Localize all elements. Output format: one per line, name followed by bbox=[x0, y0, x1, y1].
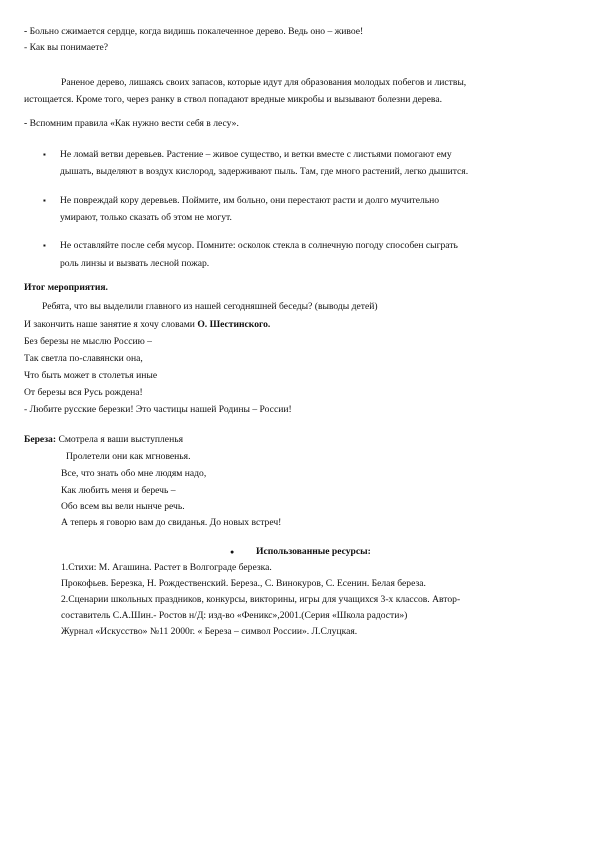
resources-line: 1.Стихи: М. Агашина. Растет в Волгограде березка. bbox=[61, 562, 272, 573]
resources-line: составитель С.А.Шин.- Ростов н/Д: изд-во «Феникс»,2001.(Серия «Школа радости») bbox=[61, 610, 408, 621]
rule-1-line-1: Не ломай ветви деревьев. Растение – живое существо, и ветки вместе с листьями помогают ему bbox=[60, 149, 452, 160]
list-bullet: ▪ bbox=[43, 150, 46, 159]
resources-line: 2.Сценарии школьных праздников, конкурсы, викторины, игры для учащихся 3-х классов. Автор- bbox=[61, 594, 461, 605]
poem-line: Так светла по-славянски она, bbox=[24, 353, 143, 364]
poem-line: От березы вся Русь рождена! bbox=[24, 387, 143, 398]
poem-line: Без березы не мыслю Россию – bbox=[24, 336, 152, 347]
rule-2-line-2: умирают, только сказать об этом не могут. bbox=[60, 212, 232, 223]
rule-3-line-2: роль линзы и вызвать лесной пожар. bbox=[60, 258, 210, 269]
birch-speaker: Береза: bbox=[24, 434, 57, 445]
summary-heading: Итог мероприятия. bbox=[24, 282, 108, 293]
birch-line: Обо всем вы вели нынче речь. bbox=[61, 501, 185, 512]
damage-paragraph-line-1: Раненое дерево, лишаясь своих запасов, которые идут для образования молодых побегов и листвы, bbox=[61, 77, 467, 88]
rules-heading-text: Вспомним правила «Как нужно вести себя в лесу». bbox=[29, 118, 239, 129]
intro-line-1 bbox=[24, 26, 363, 38]
birch-first-line: Смотрела я ваши выступленья bbox=[56, 434, 183, 445]
list-bullet: ▪ bbox=[43, 196, 46, 205]
intro-line-1-text: Больно сжимается сердце, когда видишь покалеченное дерево. Ведь оно – живое! bbox=[29, 26, 364, 37]
summary-question: Ребята, что вы выделили главного из нашей сегодняшней беседы? (выводы детей) bbox=[42, 301, 378, 312]
birch-line: Как любить меня и беречь – bbox=[61, 485, 176, 496]
summary-closing-text: И закончить наше занятие я хочу словами bbox=[24, 319, 198, 330]
birch-line-1 bbox=[24, 434, 183, 446]
intro-dash: - bbox=[24, 26, 30, 37]
rules-heading-dash: - bbox=[24, 118, 30, 129]
summary-closing bbox=[24, 319, 270, 331]
rule-1-line-2: дышать, выделяют в воздух кислород, задерживают пыль. Там, где много растений, легко дышится. bbox=[60, 166, 469, 177]
intro-line-2: - Как вы понимаете? bbox=[24, 42, 108, 53]
birch-line: А теперь я говорю вам до свиданья. До новых встреч! bbox=[61, 517, 282, 528]
rules-heading bbox=[24, 118, 239, 130]
resources-line: Прокофьев. Березка, Н. Рождественский. Береза., С. Винокуров, С. Есенин. Белая береза. bbox=[61, 578, 426, 589]
list-bullet: ▪ bbox=[43, 241, 46, 250]
poem-line: Что быть может в столетья иные bbox=[24, 370, 158, 381]
resources-heading: Использованные ресурсы: bbox=[256, 546, 371, 557]
rule-2-line-1: Не повреждай кору деревьев. Поймите, им больно, они перестают расти и долго мучительно bbox=[60, 195, 440, 206]
birch-line: Все, что знать обо мне людям надо, bbox=[61, 468, 207, 479]
rule-3-line-1: Не оставляйте после себя мусор. Помните: осколок стекла в солнечную погоду способен сыграть bbox=[60, 240, 458, 251]
resources-bullet: ● bbox=[230, 548, 235, 556]
poem-line: - Любите русские березки! Это частицы нашей Родины – России! bbox=[24, 404, 292, 415]
birch-line: Пролетели они как мгновенья. bbox=[66, 451, 191, 462]
summary-closing-author: О. Шестинского. bbox=[197, 319, 271, 330]
resources-line: Журнал «Искусство» №11 2000г. « Береза – символ России». Л.Слуцкая. bbox=[61, 626, 358, 637]
damage-paragraph-line-2: истощается. Кроме того, через ранку в ствол попадают вредные микробы и вызывают болезни дерева. bbox=[24, 94, 442, 105]
